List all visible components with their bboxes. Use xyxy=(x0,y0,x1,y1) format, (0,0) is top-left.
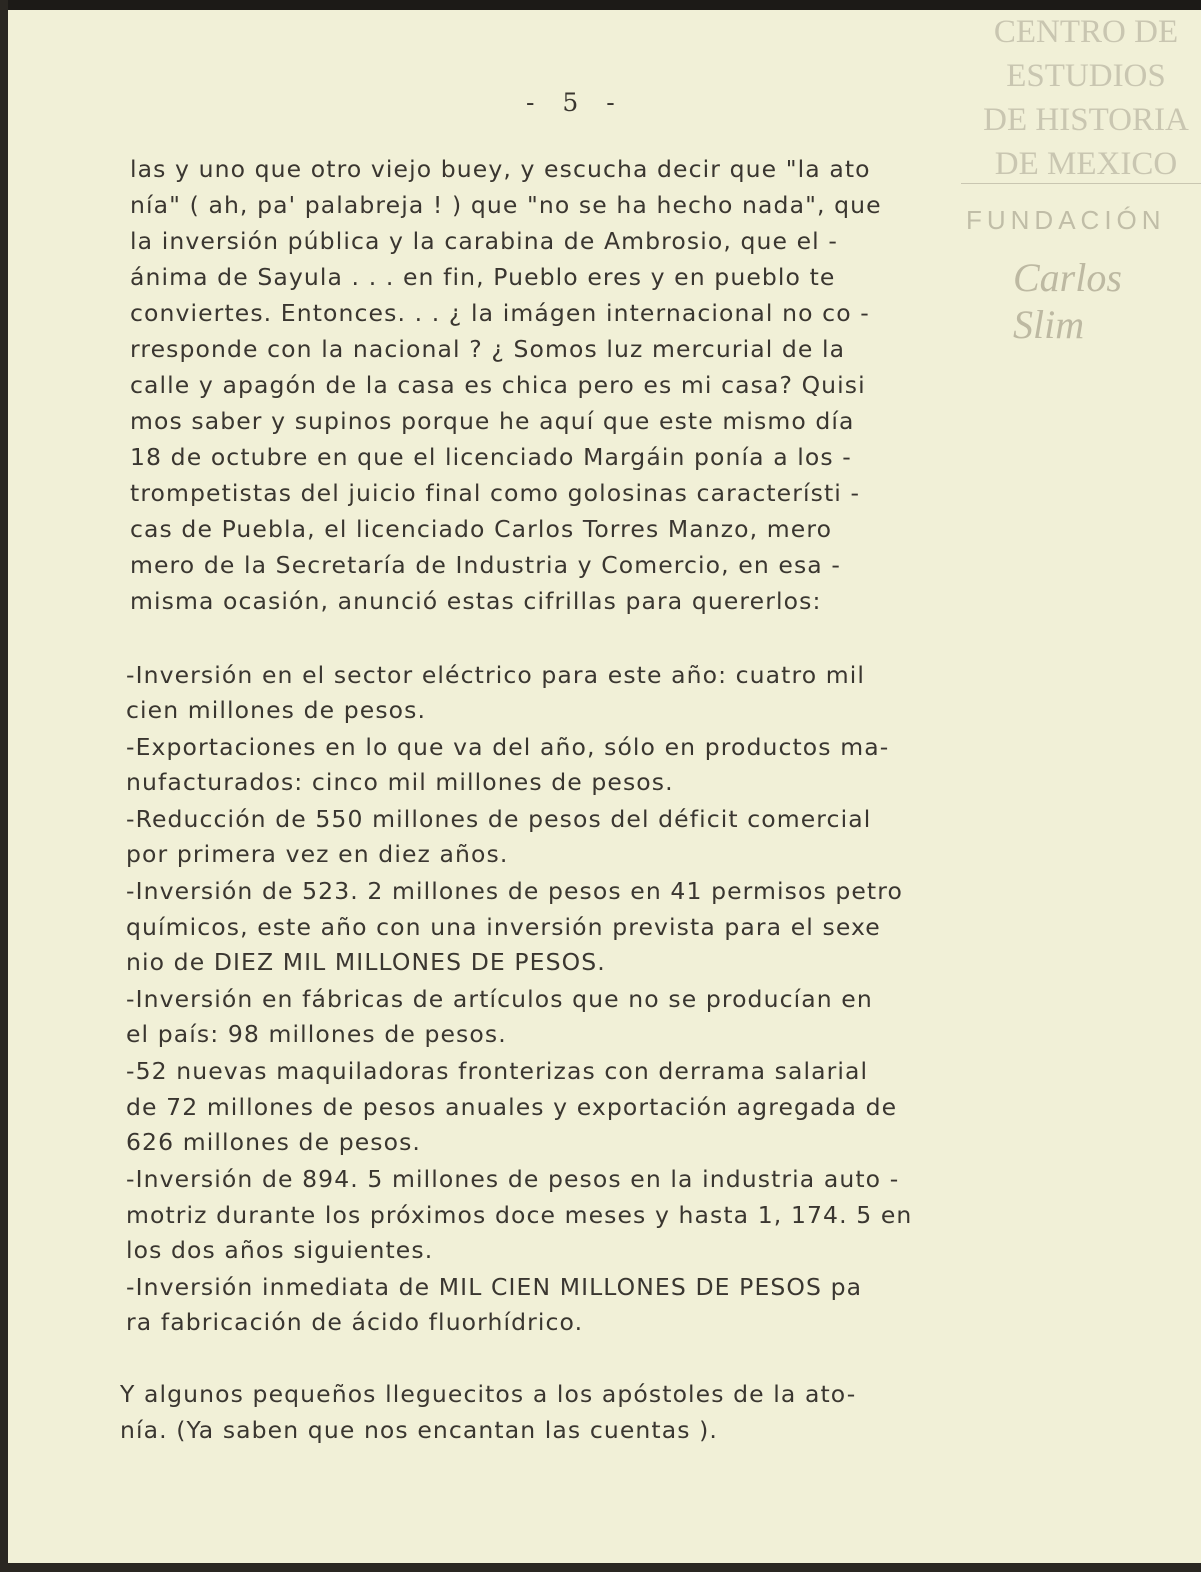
list-line: cien millones de pesos. xyxy=(126,696,427,724)
list-line: -Inversión en fábricas de artículos que no se producían en xyxy=(126,985,873,1013)
list-line: -Inversión inmediata de MIL CIEN MILLONES DE PESOS pa xyxy=(126,1273,863,1301)
watermark-signature: Carlos Slim xyxy=(1013,255,1122,347)
paragraph-line: la inversión pública y la carabina de Ambrosio, que el - xyxy=(130,227,838,255)
paragraph-line: cas de Puebla, el licenciado Carlos Torres Manzo, mero xyxy=(130,515,833,543)
list-line: nufacturados: cinco mil millones de pesos. xyxy=(126,768,674,796)
list-line: -Inversión de 894. 5 millones de pesos en la industria auto - xyxy=(126,1165,900,1193)
page-edge-shadow xyxy=(0,0,8,1572)
list-line: de 72 millones de pesos anuales y exportación agregada de xyxy=(126,1093,898,1121)
paragraph-line: calle y apagón de la casa es chica pero es mi casa? Quisi xyxy=(130,371,866,399)
list-line: motriz durante los próximos doce meses y hasta 1, 174. 5 en xyxy=(126,1201,913,1229)
watermark-fundacion: FUNDACIÓN xyxy=(966,205,1166,235)
paragraph-line: conviertes. Entonces. . . ¿ la imágen internacional no co - xyxy=(130,299,870,327)
closing-line: nía. (Ya saben que nos encantan las cuentas ). xyxy=(120,1416,718,1444)
closing-line: Y algunos pequeños lleguecitos a los apóstoles de la ato- xyxy=(120,1380,857,1408)
list-line: el país: 98 millones de pesos. xyxy=(126,1020,507,1048)
page-bottom-shadow xyxy=(0,1563,1201,1572)
list-line: químicos, este año con una inversión prevista para el sexe xyxy=(126,913,881,941)
paragraph-line: misma ocasión, anunció estas cifrillas para quererlos: xyxy=(130,587,822,615)
document-page xyxy=(8,10,1201,1563)
paragraph-line: ánima de Sayula . . . en fin, Pueblo eres y en pueblo te xyxy=(130,263,836,291)
list-line: -Inversión en el sector eléctrico para este año: cuatro mil xyxy=(126,661,866,689)
list-line: 626 millones de pesos. xyxy=(126,1128,422,1156)
paragraph-line: trompetistas del juicio final como golosinas característi - xyxy=(130,479,861,507)
paragraph-line: 18 de octubre en que el licenciado Margáin ponía a los - xyxy=(130,443,852,471)
watermark-line: ESTUDIOS xyxy=(1006,58,1166,94)
archive-watermark xyxy=(956,10,1201,186)
list-line: -Inversión de 523. 2 millones de pesos en 41 permisos petro xyxy=(126,877,903,905)
list-line: ra fabricación de ácido fluorhídrico. xyxy=(126,1308,584,1336)
paragraph-line: nía" ( ah, pa' palabreja ! ) que "no se ha hecho nada", que xyxy=(130,191,882,219)
page-number: - 5 - xyxy=(526,88,625,117)
list-line: -Exportaciones en lo que va del año, sólo en productos ma- xyxy=(126,733,890,761)
list-line: -Reducción de 550 millones de pesos del déficit comercial xyxy=(126,805,872,833)
paragraph-line: las y uno que otro viejo buey, y escucha decir que "la ato xyxy=(130,155,871,183)
list-line: -52 nuevas maquiladoras fronterizas con derrama salarial xyxy=(126,1057,869,1085)
list-line: nio de DIEZ MIL MILLONES DE PESOS. xyxy=(126,948,606,976)
watermark-line: CENTRO DE xyxy=(993,14,1179,50)
paragraph-line: mos saber y supinos porque he aquí que este mismo día xyxy=(130,407,855,435)
watermark-line: DE HISTORIA xyxy=(983,102,1189,138)
list-line: por primera vez en diez años. xyxy=(126,840,509,868)
list-line: los dos años siguientes. xyxy=(126,1236,434,1264)
watermark-line: DE MEXICO xyxy=(994,146,1178,182)
paragraph-line: rresponde con la nacional ? ¿ Somos luz mercurial de la xyxy=(130,335,846,363)
paragraph-line: mero de la Secretaría de Industria y Comercio, en esa - xyxy=(130,551,841,579)
watermark-rule xyxy=(961,183,1201,184)
